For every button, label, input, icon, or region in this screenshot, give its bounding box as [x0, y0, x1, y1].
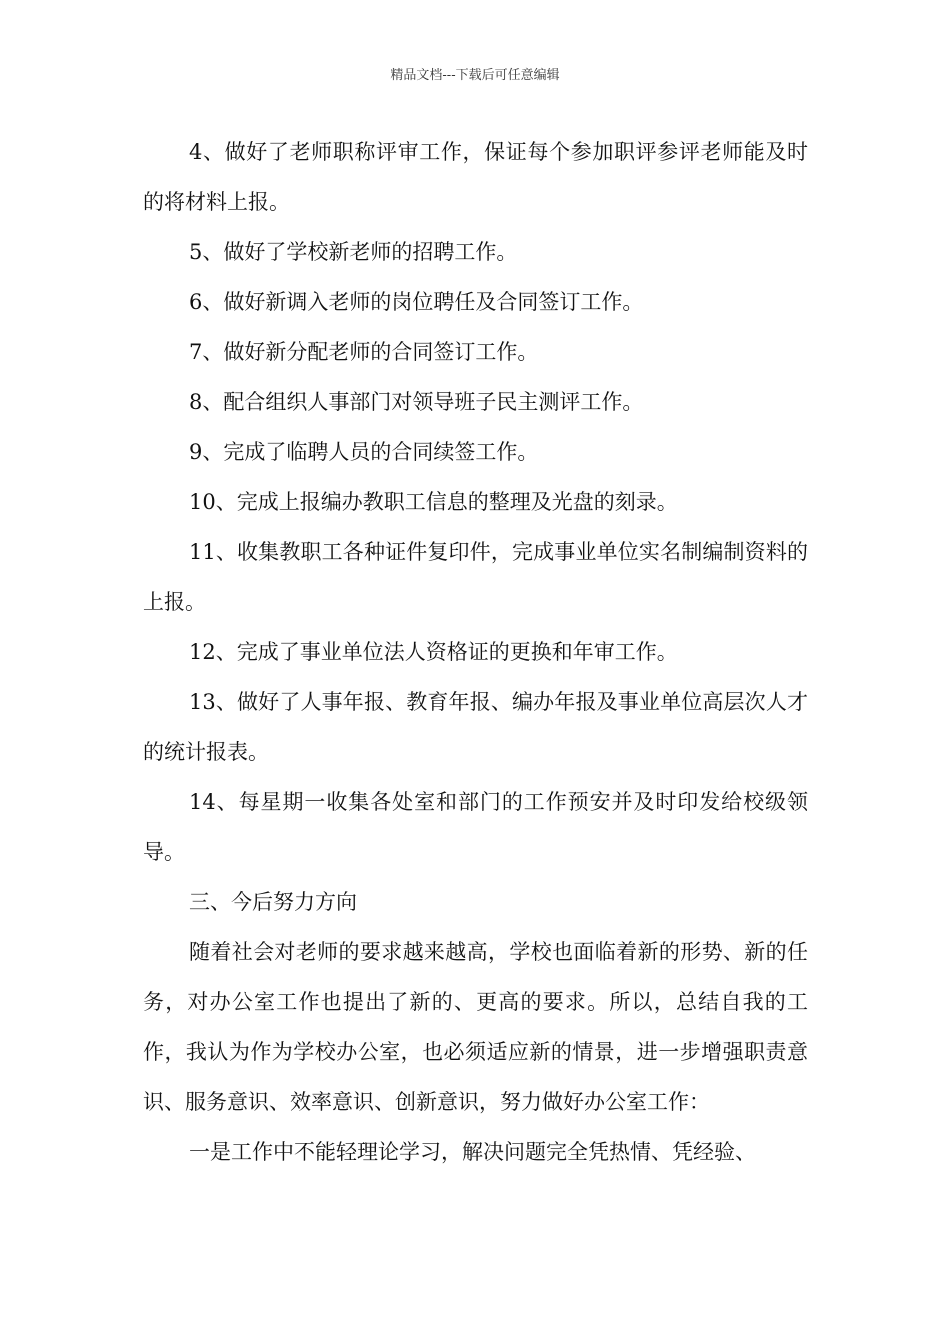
paragraph-item-14: 14、每星期一收集各处室和部门的工作预安并及时印发给校级领导。: [143, 790, 808, 864]
page-header: 精品文档---下载后可任意编辑: [390, 68, 560, 83]
paragraph-item-5: 5、做好了学校新老师的招聘工作。: [189, 240, 518, 264]
paragraph-item-7: 7、做好新分配老师的合同签订工作。: [189, 340, 539, 364]
document-body: [143, 127, 808, 1177]
body-paragraph: 随着社会对老师的要求越来越高，学校也面临着新的形势、新的任务，对办公室工作也提出了新的、更高的要求。所以，总结自我的工作，我认为作为学校办公室，也必须适应新的情景，进一步增强职责意识、服务意识、效率意识、创新意识，努力做好办公室工作：: [143, 940, 808, 1114]
paragraph-item-9: 9、完成了临聘人员的合同续签工作。: [189, 440, 539, 464]
paragraph-item-12: 12、完成了事业单位法人资格证的更换和年审工作。: [189, 640, 678, 664]
paragraph-item-10: 10、完成上报编办教职工信息的整理及光盘的刻录。: [189, 490, 678, 514]
paragraph-item-11: 11、收集教职工各种证件复印件，完成事业单位实名制编制资料的上报。: [143, 540, 808, 614]
body-paragraph: 一是工作中不能轻理论学习，解决问题完全凭热情、凭经验、: [189, 1140, 756, 1164]
paragraph-item-8: 8、配合组织人事部门对领导班子民主测评工作。: [189, 390, 644, 414]
paragraph-item-4: 4、做好了老师职称评审工作，保证每个参加职评参评老师能及时的将材料上报。: [143, 140, 808, 214]
paragraph-item-13: 13、做好了人事年报、教育年报、编办年报及事业单位高层次人才的统计报表。: [143, 690, 808, 764]
paragraph-item-6: 6、做好新调入老师的岗位聘任及合同签订工作。: [189, 290, 644, 314]
section-heading: 三、今后努力方向: [189, 890, 357, 914]
